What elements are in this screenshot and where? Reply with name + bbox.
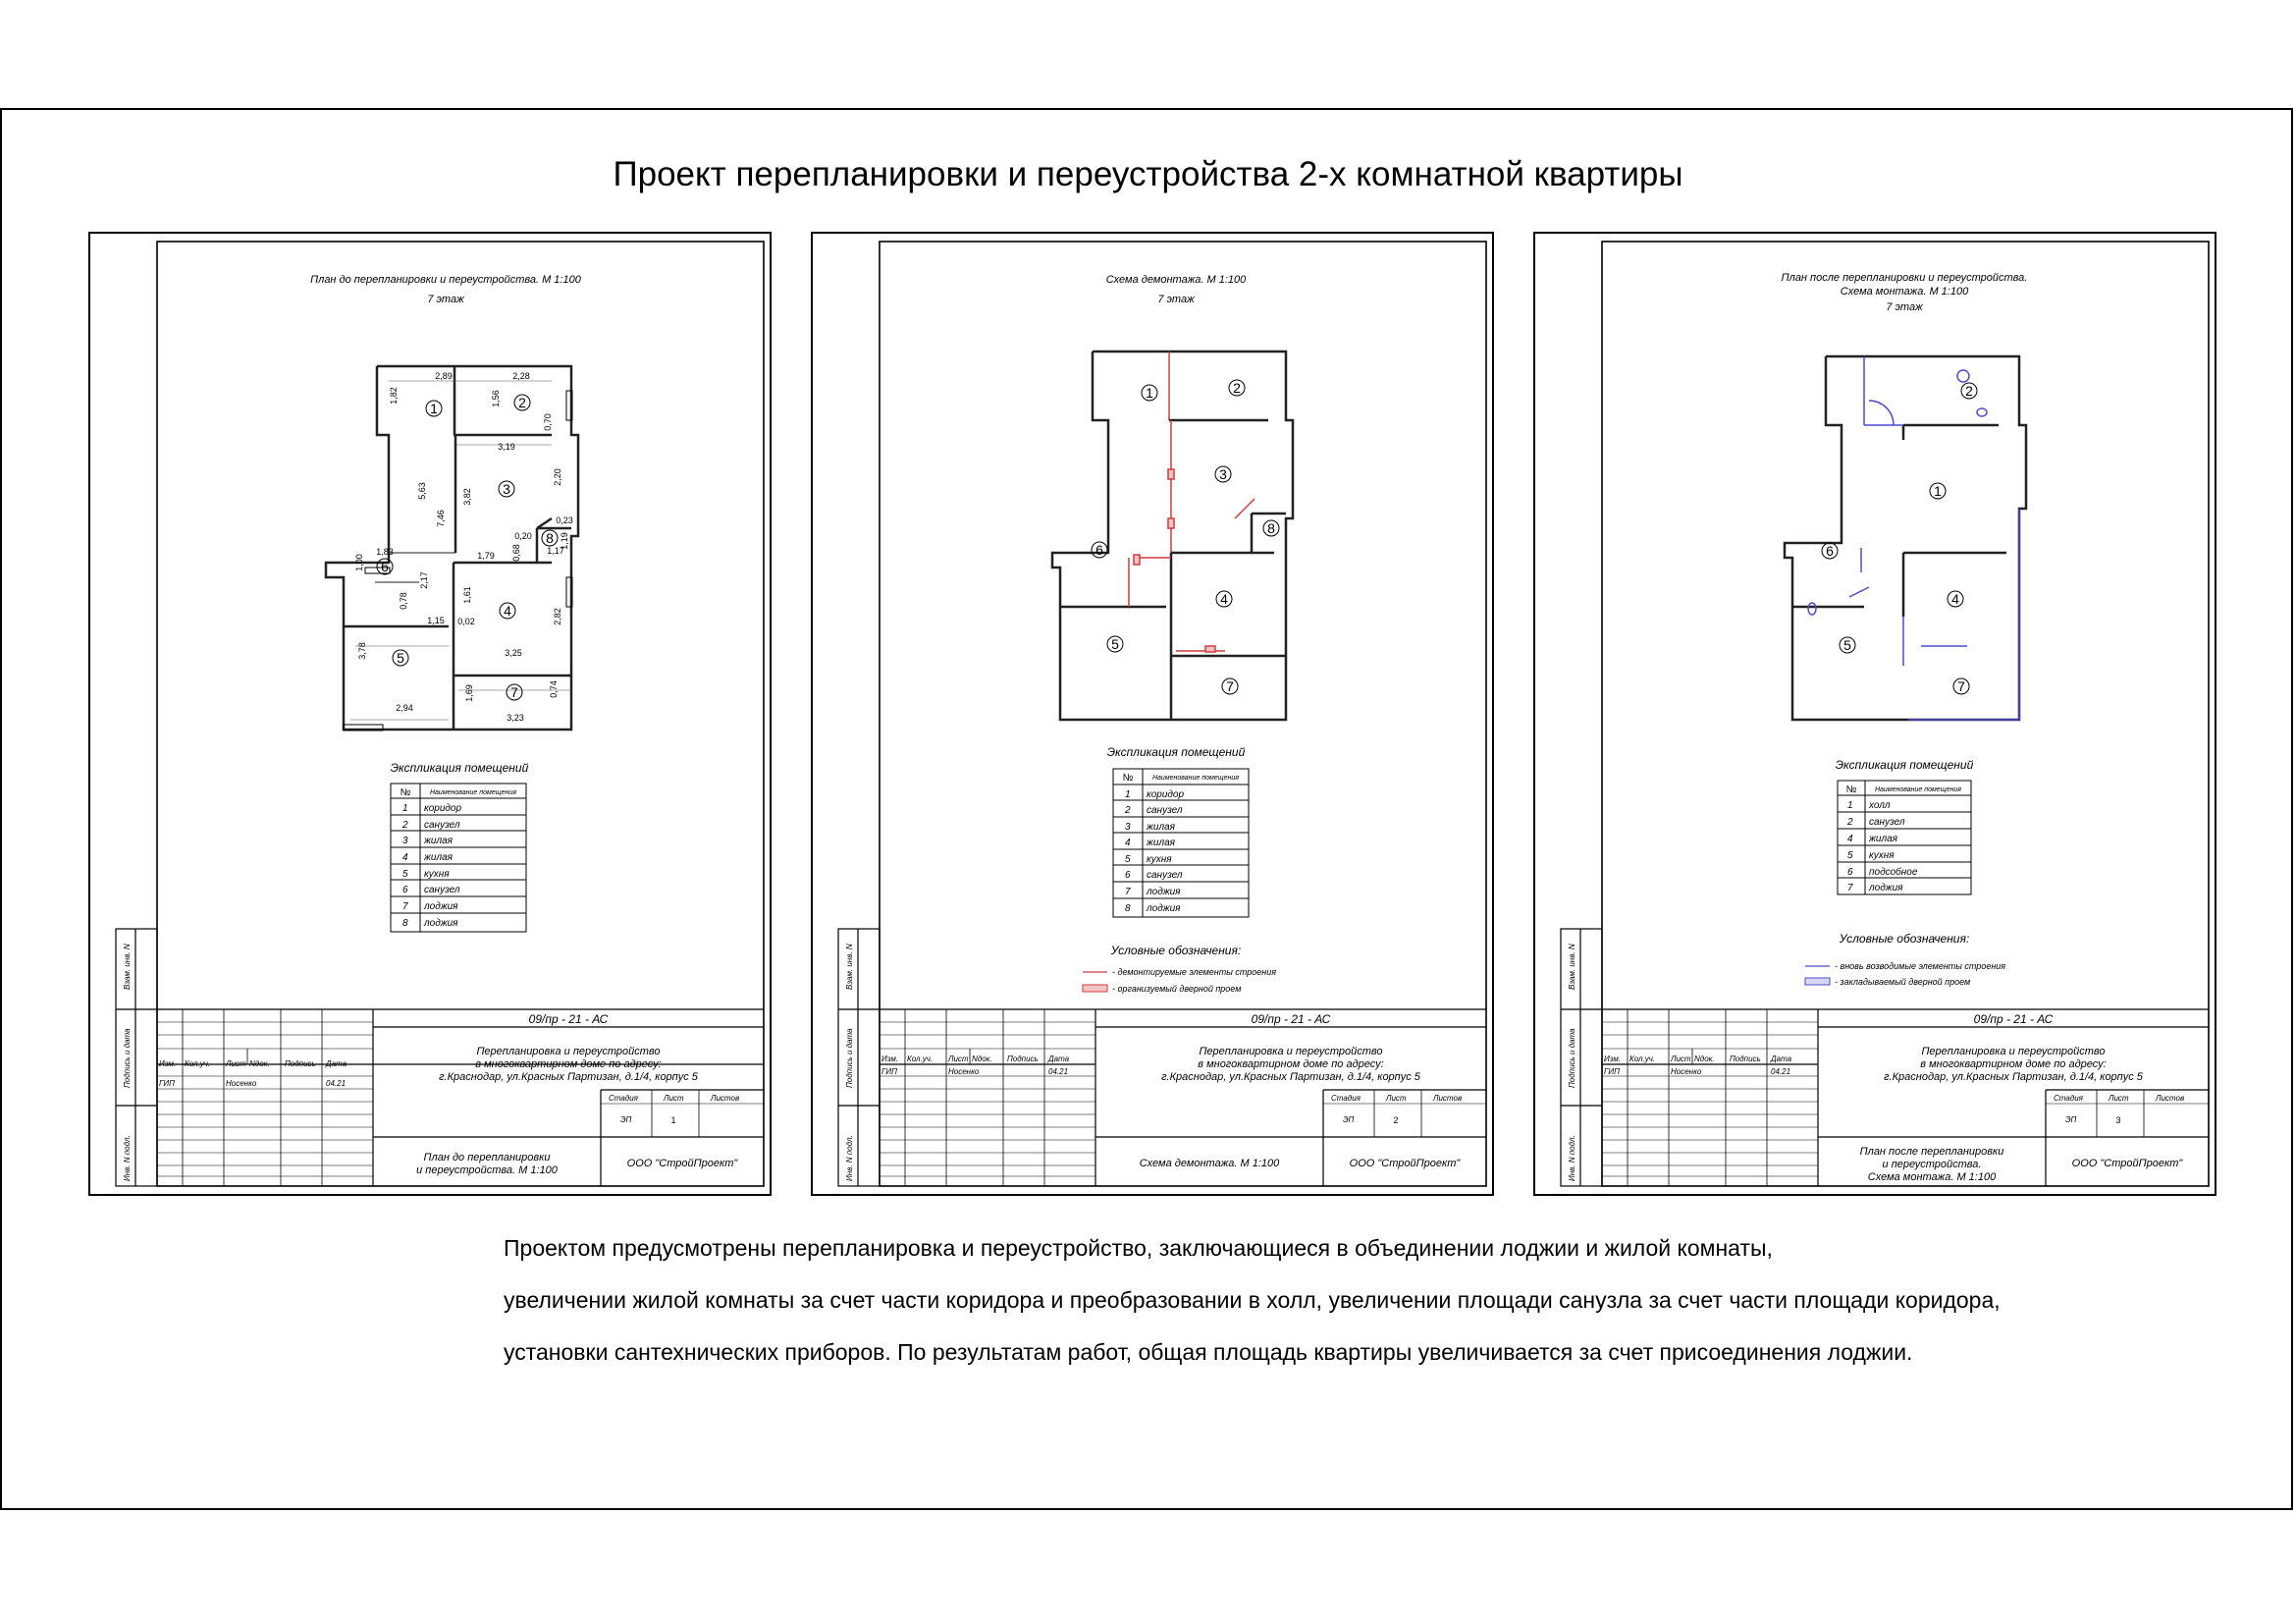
svg-text:4: 4 — [1951, 591, 1959, 607]
svg-text:Листов: Листов — [711, 1094, 740, 1103]
svg-text:жилая: жилая — [424, 852, 453, 863]
company: ООО "СтройПроект" — [626, 1158, 738, 1169]
sheet-2-drawing — [813, 234, 1492, 1194]
svg-text:Изм.: Изм. — [881, 1055, 899, 1063]
svg-text:в многоквартирном доме по адре: в многоквартирном доме по адресу: — [1198, 1058, 1384, 1070]
svg-text:4: 4 — [1847, 834, 1853, 844]
svg-text:Подпись и дата: Подпись и дата — [845, 1028, 854, 1088]
svg-text:Схема монтажа. М 1:100: Схема монтажа. М 1:100 — [1840, 286, 1969, 298]
svg-text:кухня: кухня — [424, 869, 450, 880]
description-line-1: Проектом предусмотрены перепланировка и переустройство, заключающиеся в объединении лоджии и жилой комнаты, — [504, 1235, 1773, 1261]
svg-text:5,63: 5,63 — [417, 482, 427, 500]
svg-text:Кол.уч.: Кол.уч. — [1629, 1055, 1656, 1063]
svg-text:холл: холл — [1869, 800, 1891, 811]
svg-text:3: 3 — [2115, 1115, 2121, 1125]
svg-text:4: 4 — [1125, 838, 1131, 848]
svg-text:ЭП: ЭП — [1343, 1115, 1355, 1124]
sheet-3-drawing — [1535, 234, 2215, 1194]
svg-text:Изм.: Изм. — [1604, 1055, 1622, 1063]
svg-text:2: 2 — [1847, 817, 1853, 828]
svg-text:4: 4 — [402, 852, 408, 863]
svg-text:5: 5 — [1843, 637, 1851, 653]
svg-text:№: № — [400, 787, 411, 798]
svg-text:1: 1 — [670, 1115, 676, 1125]
svg-text:Дата: Дата — [1048, 1055, 1070, 1063]
svg-text:1: 1 — [1146, 385, 1153, 401]
svg-text:04.21: 04.21 — [1771, 1067, 1791, 1076]
floor-plan — [1785, 356, 2026, 720]
svg-text:2,82: 2,82 — [553, 608, 562, 625]
svg-text:Подпись: Подпись — [1730, 1055, 1761, 1063]
svg-text:1,61: 1,61 — [462, 586, 472, 604]
svg-text:2: 2 — [1393, 1115, 1399, 1125]
svg-text:04.21: 04.21 — [1048, 1067, 1069, 1076]
svg-text:Подпись: Подпись — [285, 1059, 316, 1068]
svg-text:Лист: Лист — [226, 1059, 246, 1068]
svg-text:1,82: 1,82 — [389, 387, 399, 405]
svg-text:Перепланировка и переустройств: Перепланировка и переустройство — [1199, 1046, 1383, 1057]
svg-text:09/пр - 21 - АС: 09/пр - 21 - АС — [1973, 1012, 2054, 1026]
svg-text:Листов: Листов — [1433, 1094, 1463, 1103]
stamp-inv: Инв. N подл. — [123, 1135, 132, 1181]
svg-text:1,00: 1,00 — [354, 554, 364, 571]
svg-text:- организуемый дверной проем: - организуемый дверной проем — [1112, 984, 1242, 994]
svg-text:6: 6 — [1847, 867, 1853, 878]
svg-text:ООО "СтройПроект": ООО "СтройПроект" — [1349, 1158, 1461, 1169]
svg-text:Носенко: Носенко — [1671, 1067, 1702, 1076]
svg-text:8: 8 — [402, 918, 408, 929]
svg-text:лоджия: лоджия — [1869, 883, 1903, 893]
svg-text:санузел: санузел — [424, 820, 460, 831]
svg-text:Стадия: Стадия — [2054, 1094, 2083, 1103]
svg-text:коридор: коридор — [1147, 789, 1185, 800]
svg-text:ООО "СтройПроект": ООО "СтройПроект" — [2071, 1158, 2183, 1169]
svg-text:санузел: санузел — [1869, 817, 1905, 828]
svg-text:6: 6 — [381, 559, 389, 574]
stamp-vzam: Взам. инв. N — [123, 944, 132, 990]
svg-text:0,68: 0,68 — [511, 544, 521, 562]
svg-text:2,17: 2,17 — [419, 571, 429, 589]
svg-text:6: 6 — [402, 885, 408, 895]
svg-text:3: 3 — [1125, 822, 1131, 833]
inner-frame — [157, 242, 764, 1186]
project-address — [439, 1046, 699, 1083]
svg-text:3,23: 3,23 — [507, 713, 524, 723]
legend-title: Условные обозначения: — [1110, 944, 1242, 957]
svg-text:Схема демонтажа. М 1:100: Схема демонтажа. М 1:100 — [1139, 1158, 1280, 1169]
svg-text:1,69: 1,69 — [464, 684, 474, 702]
svg-text:1,15: 1,15 — [427, 616, 445, 625]
svg-text:Лист: Лист — [664, 1094, 684, 1103]
svg-text:7: 7 — [1847, 883, 1853, 893]
svg-text:Лист: Лист — [1671, 1055, 1691, 1063]
svg-text:2,94: 2,94 — [396, 703, 413, 713]
svg-text:Изм.: Изм. — [159, 1059, 177, 1068]
svg-text:0,70: 0,70 — [543, 413, 553, 431]
sheet-1-drawing — [90, 234, 770, 1194]
svg-text:Взам. инв. N: Взам. инв. N — [1568, 944, 1576, 990]
description-line-3: установки сантехнических приборов. По результатам работ, общая площадь квартиры увеличивается за счет присоединения лоджии. — [504, 1339, 1913, 1365]
svg-text:6: 6 — [1125, 870, 1131, 881]
svg-text:ГИП: ГИП — [1604, 1067, 1620, 1076]
legend-opening — [1083, 985, 1107, 992]
svg-text:1: 1 — [1847, 800, 1853, 811]
svg-text:санузел: санузел — [1147, 870, 1183, 881]
svg-text:Наименование помещения: Наименование помещения — [429, 789, 517, 796]
svg-text:2,89: 2,89 — [435, 371, 453, 381]
svg-text:7,46: 7,46 — [436, 510, 446, 527]
svg-text:1: 1 — [1125, 789, 1131, 800]
svg-text:8: 8 — [1267, 520, 1275, 536]
svg-text:Кол.уч.: Кол.уч. — [907, 1055, 934, 1063]
svg-text:Экспликация помещений: Экспликация помещений — [1106, 745, 1246, 759]
svg-text:Наименование помещения: Наименование помещения — [1874, 786, 1962, 793]
svg-text:1,56: 1,56 — [491, 390, 501, 407]
svg-text:1,17: 1,17 — [547, 546, 564, 556]
svg-text:Инв. N подл.: Инв. N подл. — [1568, 1135, 1576, 1181]
svg-text:жилая: жилая — [1147, 838, 1175, 848]
svg-text:№: № — [1845, 784, 1857, 795]
demolition-marks — [1129, 469, 1255, 652]
svg-text:кухня: кухня — [1147, 854, 1172, 865]
svg-text:- вновь возводимые элементы ст: - вновь возводимые элементы строения — [1835, 961, 2006, 971]
svg-text:5: 5 — [1111, 636, 1119, 652]
sheet-title: План до перепланировки и переустройства. М 1:100 — [310, 274, 581, 286]
svg-text:2: 2 — [1965, 383, 1973, 399]
svg-text:7 этаж: 7 этаж — [1157, 294, 1195, 305]
svg-text:Взам. инв. N: Взам. инв. N — [845, 944, 854, 990]
svg-text:4: 4 — [1220, 591, 1228, 607]
legend-title: Условные обозначения: — [1839, 932, 1970, 946]
svg-text:5: 5 — [397, 650, 404, 666]
svg-text:1,19: 1,19 — [560, 532, 569, 550]
svg-text:7: 7 — [402, 901, 408, 912]
svg-text:лоджия: лоджия — [424, 918, 458, 929]
expl-title: Экспликация помещений — [390, 761, 529, 775]
svg-text:Лист: Лист — [948, 1055, 969, 1063]
svg-text:1,83: 1,83 — [376, 547, 394, 557]
svg-text:Nдок.: Nдок. — [249, 1059, 270, 1068]
svg-text:0,02: 0,02 — [457, 617, 475, 626]
svg-text:0,74: 0,74 — [549, 680, 559, 698]
svg-text:жилая: жилая — [1869, 834, 1897, 844]
new-walls — [1808, 356, 2019, 720]
svg-text:лоджия: лоджия — [1147, 887, 1181, 897]
svg-text:04.21: 04.21 — [326, 1079, 347, 1088]
description — [504, 1222, 2212, 1379]
svg-text:- демонтируемые элементы строе: - демонтируемые элементы строения — [1112, 967, 1277, 977]
svg-text:Nдок.: Nдок. — [972, 1055, 992, 1063]
svg-text:7: 7 — [1957, 678, 1965, 694]
svg-text:Носенко: Носенко — [226, 1079, 257, 1088]
svg-text:подсобное: подсобное — [1869, 867, 1918, 878]
sheet-2 — [811, 232, 1494, 1196]
svg-text:3,82: 3,82 — [462, 488, 472, 506]
svg-text:Стадия: Стадия — [1331, 1094, 1361, 1103]
svg-text:Схема монтажа. М 1:100: Схема монтажа. М 1:100 — [1867, 1171, 1997, 1183]
svg-text:кухня: кухня — [1869, 850, 1895, 861]
svg-text:лоджия: лоджия — [424, 901, 458, 912]
svg-text:г.Краснодар, ул.Красных Партиз: г.Краснодар, ул.Красных Партизан, д.1/4, корпус 5 — [1884, 1071, 2143, 1083]
sheet-3 — [1533, 232, 2216, 1196]
svg-text:санузел: санузел — [424, 885, 460, 895]
svg-text:Подпись и дата: Подпись и дата — [1568, 1028, 1576, 1088]
svg-text:ГИП: ГИП — [159, 1079, 175, 1088]
legend-closed-opening — [1805, 978, 1830, 985]
svg-text:Дата: Дата — [1771, 1055, 1792, 1063]
svg-text:Кол.уч.: Кол.уч. — [185, 1059, 211, 1068]
svg-text:жилая: жилая — [1147, 822, 1175, 833]
svg-text:0,78: 0,78 — [399, 592, 408, 610]
svg-text:2: 2 — [518, 395, 526, 410]
svg-text:коридор: коридор — [424, 803, 462, 814]
svg-text:1: 1 — [1934, 483, 1942, 499]
svg-text:7: 7 — [1226, 678, 1234, 694]
svg-text:3: 3 — [402, 836, 408, 846]
svg-text:7 этаж: 7 этаж — [1886, 301, 1923, 313]
svg-text:3: 3 — [1219, 466, 1227, 482]
svg-text:0,23: 0,23 — [556, 515, 573, 525]
expl-rows — [401, 803, 461, 929]
floor-label: 7 этаж — [427, 294, 464, 305]
svg-text:2,28: 2,28 — [512, 371, 530, 381]
svg-text:5: 5 — [1847, 850, 1853, 861]
svg-text:Дата: Дата — [326, 1059, 347, 1068]
sheet-footer — [416, 1152, 559, 1176]
svg-text:Наименование помещения: Наименование помещения — [1151, 775, 1240, 782]
svg-text:Инв. N подл.: Инв. N подл. — [845, 1135, 854, 1181]
page-title: Проект перепланировки и переустройства 2-х комнатной квартиры — [613, 155, 1683, 193]
sheet-title: Схема демонтажа. М 1:100 — [1105, 274, 1247, 286]
description-line-2: увеличении жилой комнаты за счет части коридора и преобразовании в холл, увеличении площади санузла за счет части площади коридора, — [504, 1287, 2001, 1313]
svg-text:г.Краснодар, ул.Красных Партиз: г.Краснодар, ул.Красных Партизан, д.1/4, корпус 5 — [1161, 1071, 1420, 1083]
svg-text:санузел: санузел — [1147, 805, 1183, 816]
svg-text:жилая: жилая — [424, 836, 453, 846]
svg-text:Листов: Листов — [2156, 1094, 2185, 1103]
svg-text:Лист: Лист — [1386, 1094, 1407, 1103]
svg-text:09/пр - 21 - АС: 09/пр - 21 - АС — [1251, 1012, 1331, 1026]
room-markers — [377, 395, 558, 700]
svg-text:Перепланировка и переустройств: Перепланировка и переустройство — [476, 1046, 661, 1057]
svg-text:6: 6 — [1095, 542, 1103, 558]
svg-text:План до перепланировки: План до перепланировки — [423, 1152, 551, 1163]
svg-text:1: 1 — [430, 401, 438, 416]
project-code: 09/пр - 21 - АС — [528, 1012, 609, 1026]
floor-plan — [1052, 352, 1293, 720]
svg-text:1,79: 1,79 — [477, 551, 495, 561]
svg-text:Подпись: Подпись — [1007, 1055, 1039, 1063]
svg-text:ГИП: ГИП — [881, 1067, 897, 1076]
svg-text:5: 5 — [402, 869, 408, 880]
svg-text:и переустройства. М 1:100: и переустройства. М 1:100 — [416, 1164, 558, 1176]
svg-text:5: 5 — [1125, 854, 1131, 865]
svg-text:Перепланировка и переустройств: Перепланировка и переустройство — [1921, 1046, 2106, 1057]
svg-text:7: 7 — [510, 684, 518, 700]
floor-plan — [326, 366, 578, 730]
svg-text:Экспликация помещений: Экспликация помещений — [1835, 758, 1974, 772]
svg-text:№: № — [1122, 773, 1134, 784]
svg-text:8: 8 — [1125, 903, 1131, 914]
sheet-1 — [88, 232, 772, 1196]
plan-dimensions — [354, 371, 573, 723]
svg-text:Стадия: Стадия — [609, 1094, 638, 1103]
svg-text:Лист: Лист — [2109, 1094, 2129, 1103]
svg-text:1: 1 — [402, 803, 408, 814]
stamp-podpis-data: Подпись и дата — [123, 1028, 132, 1088]
svg-text:и переустройства.: и переустройства. — [1882, 1159, 1982, 1170]
svg-text:ЭП: ЭП — [2065, 1115, 2077, 1124]
svg-text:3,19: 3,19 — [498, 442, 515, 452]
svg-text:3: 3 — [503, 481, 510, 497]
sheet-title: План после перепланировки и переустройства. — [1781, 272, 2028, 284]
svg-text:8: 8 — [546, 530, 554, 546]
svg-text:4: 4 — [504, 603, 511, 619]
svg-text:6: 6 — [1826, 543, 1834, 559]
svg-text:ЭП: ЭП — [620, 1115, 632, 1124]
svg-text:2,20: 2,20 — [553, 468, 562, 486]
svg-text:г.Краснодар, ул.Красных Партиз: г.Краснодар, ул.Красных Партизан, д.1/4, корпус 5 — [439, 1071, 698, 1083]
svg-text:2: 2 — [402, 820, 408, 831]
svg-text:0,20: 0,20 — [514, 531, 532, 541]
svg-text:Nдок.: Nдок. — [1694, 1055, 1715, 1063]
svg-text:3,78: 3,78 — [357, 642, 367, 660]
svg-text:3,25: 3,25 — [505, 648, 522, 658]
svg-text:- закладываемый дверной проем: - закладываемый дверной проем — [1835, 977, 1971, 987]
svg-text:Носенко: Носенко — [948, 1067, 980, 1076]
svg-text:в многоквартирном доме по адре: в многоквартирном доме по адресу: — [475, 1058, 662, 1070]
svg-text:7: 7 — [1125, 887, 1131, 897]
svg-text:2: 2 — [1233, 380, 1241, 396]
svg-text:лоджия: лоджия — [1147, 903, 1181, 914]
svg-text:План после перепланировки: План после перепланировки — [1859, 1146, 2004, 1158]
svg-text:2: 2 — [1125, 805, 1131, 816]
svg-text:в многоквартирном доме по адре: в многоквартирном доме по адресу: — [1920, 1058, 2107, 1070]
